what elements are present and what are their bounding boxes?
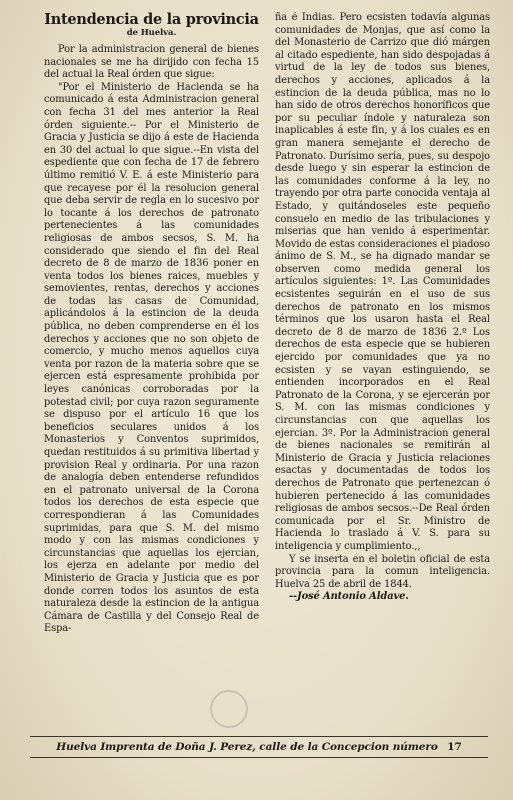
closing-paragraph: Y se inserta en el boletin oficial de esta provincia para la comun inteligencia. Huelva 25 de abril de 1844. [275, 553, 490, 590]
footer-imprint [30, 741, 488, 753]
signature: --José Antonio Aldave. [289, 591, 409, 603]
decree-continuation: ña é Indias. Pero ecsisten todavía algunas comunidades de Monjas, que así como la del Monasterio de Carrizo que dió márgen al citado espediente, han sido despojadas á virtud de la ley de todos sus bienes, derechos y acciones, aplicados á la estincion de la deuda pública, mas no lo han sido de otros derechos honoríficos que por su peculiar índole y naturaleza son inaplicables á este fin, y á los cuales es en gran manera semejante el derecho de Patronato. Durísimo sería, pues, su despojo desde luego y sin esperar la estincion de las comunidades conforme á la ley, no trayendo por otra parte conocida ventaja al Estado, y quitándoseles este pequeño consuelo en medio de las tribulaciones y miserias que han venido á esperimentar. Movido de estas consideraciones el piadoso ánimo de S. M., se ha dignado mandar se observen como medida general los artículos siguientes: 1º. Las Comunidades ecsistentes seguirán en el uso de sus derechos de patronato en los mismos términos que los usaron hasta el Real decreto de 8 de marzo de 1836 2.º Los derechos de esta especie que se hubieren ejercido por comunidades que ya no ecsisten y se vayan estinguiendo, se entienden incorporados en el Real Patronato de la Corona, y se ejercerán por S. M. con las mismas condiciones y circunstancias con que aquellas los ejercian. 3º. Por la Administracion general de bienes nacionales se remitirán al Ministerio de Gracia y Justicia relaciones esactas y documentadas de todos los derechos de Patronato que pertenezcan ó hubieren pertenecido á las comunidades religiosas de ambos secsos.--De Real órden comunicada por el Sr. Ministro de Hacienda lo traslado á V. S. para su inteligencia y cumplimiento.,, [275, 12, 490, 552]
imprint-text: Huelva Imprenta de Doña J. Perez, calle de la Concepcion número [56, 741, 438, 753]
subheadline: de Huelva. [126, 28, 177, 38]
left-column [44, 12, 259, 736]
intro-paragraph: Por la administracion general de bienes nacionales se me ha dirijido con fecha 15 del actual la Real órden que sigue: [44, 44, 259, 81]
page-number: 17 [447, 741, 462, 753]
decree-paragraph: "Por el Ministerio de Hacienda se ha comunicado á esta Administracion general con fecha 31 del mes anterior la Real órden siguiente.-- Por el Ministerio de Gracia y Justicia se dijo á este de Hacienda en 30 del actual lo que sigue.--En vista del espediente que con fecha de 17 de febrero último remitió V. E. á este Ministerio para que recayese por él la resolucion general que deba servir de regla en lo sucesivo por lo tocante á los derechos de patronato pertenecientes á las comunidades religiosas de ambos secsos, S. M. ha considerado que siendo el fin del Real decreto de 8 de marzo de 1836 poner en venta todos los bienes raices, muebles y semovientes, rentas, derechos y acciones de todas las casas de Comunidad, aplicándolos á la estincion de la deuda pública, no deben comprenderse en él los derechos y acciones que no son objeto de comercio, y mucho menos aquellos cuya venta por razon de la materia sobre que se ejercen está espresamente prohibida por leyes canónicas corroboradas por la potestad civil; por cuya razon seguramente se dispuso por el artículo 16 que los beneficios seculares unidos á los Monasterios y Conventos suprimidos, quedan restituidos á su primitiva libertad y provision Real y ordinaria. Por una razon de analogía deben entenderse refundidos en el patronato universal de la Corona todos los derechos de esta especie que correspondieran á las Comunidades suprimidas, para que S. M. del mismo modo y con las mismas condiciones y circunstancias que aquellas los ejercian, los ejerza en adelante por medio del Ministerio de Gracia y Justicia que es por donde corren todos los asuntos de esta naturaleza desde la estincion de la antigua Cámara de Castilla y del Consejo Real de Espa- [44, 81, 259, 635]
footer-rule-top [30, 736, 488, 737]
headline: Intendencia de la provincia [44, 12, 259, 28]
text-columns [44, 12, 490, 736]
watermark-seal-icon [210, 690, 248, 728]
right-column [275, 12, 490, 736]
footer-rule-bottom [30, 757, 488, 758]
